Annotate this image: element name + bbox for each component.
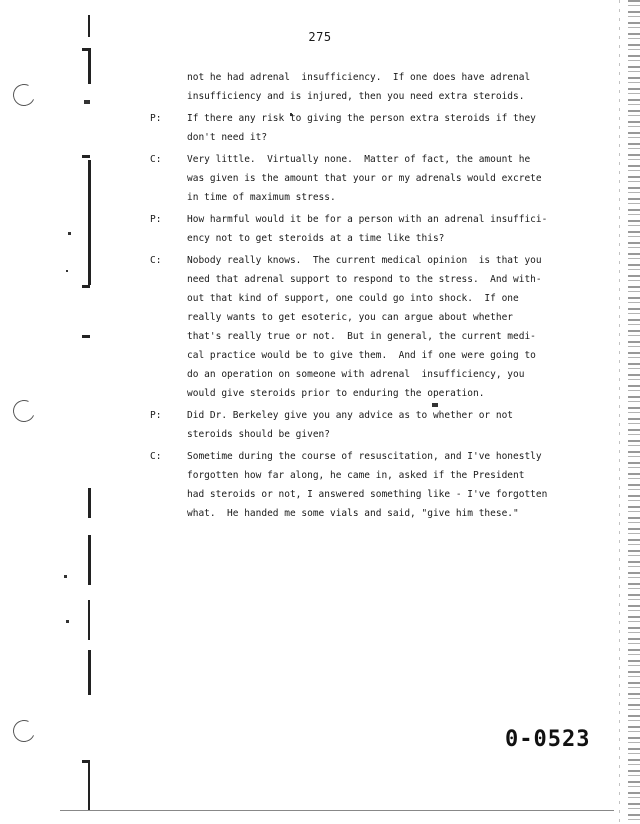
text-line: would give steroids prior to enduring the operation. xyxy=(187,388,485,399)
speaker-label: C: xyxy=(150,451,162,462)
speaker-label: C: xyxy=(150,154,162,165)
transcript-entry xyxy=(150,109,550,147)
punch-hole-bottom xyxy=(10,717,38,745)
transcript xyxy=(150,68,550,526)
text-line: Nobody really knows. The current medical opinion is that you xyxy=(187,255,542,266)
text-line: in time of maximum stress. xyxy=(187,192,336,203)
punch-hole-top xyxy=(10,81,38,109)
text-line: ency not to get steroids at a time like this? xyxy=(187,233,445,244)
entry-text xyxy=(187,68,550,106)
entry-text xyxy=(187,406,550,444)
transcript-entry xyxy=(150,68,550,106)
transcript-entry xyxy=(150,251,550,403)
speck xyxy=(66,620,69,623)
text-line: do an operation on someone with adrenal insufficiency, you xyxy=(187,369,525,380)
text-line: was given is the amount that your or my adrenals would excrete xyxy=(187,173,542,184)
text-line: out that kind of support, one could go into shock. If one xyxy=(187,293,519,304)
speaker-label: P: xyxy=(150,113,162,124)
text-line: what. He handed me some vials and said, "give him these." xyxy=(187,508,519,519)
text-line: need that adrenal support to respond to the stress. And with- xyxy=(187,274,542,285)
text-line: Very little. Virtually none. Matter of fact, the amount he xyxy=(187,154,531,165)
binder-mark xyxy=(88,600,90,640)
entry-text xyxy=(187,210,550,248)
transcript-entry xyxy=(150,150,550,207)
entry-text xyxy=(187,447,550,523)
transcript-entry xyxy=(150,406,550,444)
text-line: How harmful would it be for a person with an adrenal insuffici- xyxy=(187,214,548,225)
scan-edge-bottom xyxy=(60,810,614,811)
speck xyxy=(64,575,67,578)
text-line: insufficiency and is injured, then you need extra steroids. xyxy=(187,91,525,102)
binder-mark xyxy=(82,285,90,288)
speaker-label: P: xyxy=(150,410,162,421)
binder-mark xyxy=(88,488,91,518)
text-line: don't need it? xyxy=(187,132,268,143)
scan-edge-right xyxy=(628,0,640,824)
binder-mark xyxy=(82,155,90,158)
text-line: forgotten how far along, he came in, asked if the President xyxy=(187,470,525,481)
text-line: had steroids or not, I answered something like - I've forgotten xyxy=(187,489,548,500)
transcript-entry xyxy=(150,447,550,523)
document-stamp-number: 0-0523 xyxy=(505,727,591,752)
binder-mark xyxy=(88,650,91,695)
binder-mark xyxy=(88,535,91,585)
text-line: that's really true or not. But in general, the current medi- xyxy=(187,331,536,342)
binder-mark xyxy=(82,48,90,51)
speck xyxy=(84,100,90,104)
entry-text xyxy=(187,109,550,147)
binder-mark xyxy=(88,760,90,810)
speaker-label: C: xyxy=(150,255,162,266)
entry-text xyxy=(187,150,550,207)
page-number: 275 xyxy=(308,30,332,44)
text-line: If there any risk to giving the person extra steroids if they xyxy=(187,113,536,124)
scan-edge-right-inner xyxy=(619,0,620,824)
text-line: Sometime during the course of resuscitation, and I've honestly xyxy=(187,451,542,462)
speaker-label: P: xyxy=(150,214,162,225)
punch-hole-middle xyxy=(10,397,38,425)
text-line: Did Dr. Berkeley give you any advice as to whether or not xyxy=(187,410,514,421)
binder-mark xyxy=(88,160,91,285)
text-line: really wants to get esoteric, you can argue about whether xyxy=(187,312,514,323)
binder-mark xyxy=(88,48,91,84)
entry-text xyxy=(187,251,550,403)
speck xyxy=(68,232,71,235)
text-line: steroids should be given? xyxy=(187,429,330,440)
transcript-entry xyxy=(150,210,550,248)
binder-mark xyxy=(82,760,90,763)
text-line: not he had adrenal insufficiency. If one does have adrenal xyxy=(187,72,531,83)
speck xyxy=(66,270,68,272)
text-line: cal practice would be to give them. And if one were going to xyxy=(187,350,536,361)
binder-mark xyxy=(82,335,90,338)
